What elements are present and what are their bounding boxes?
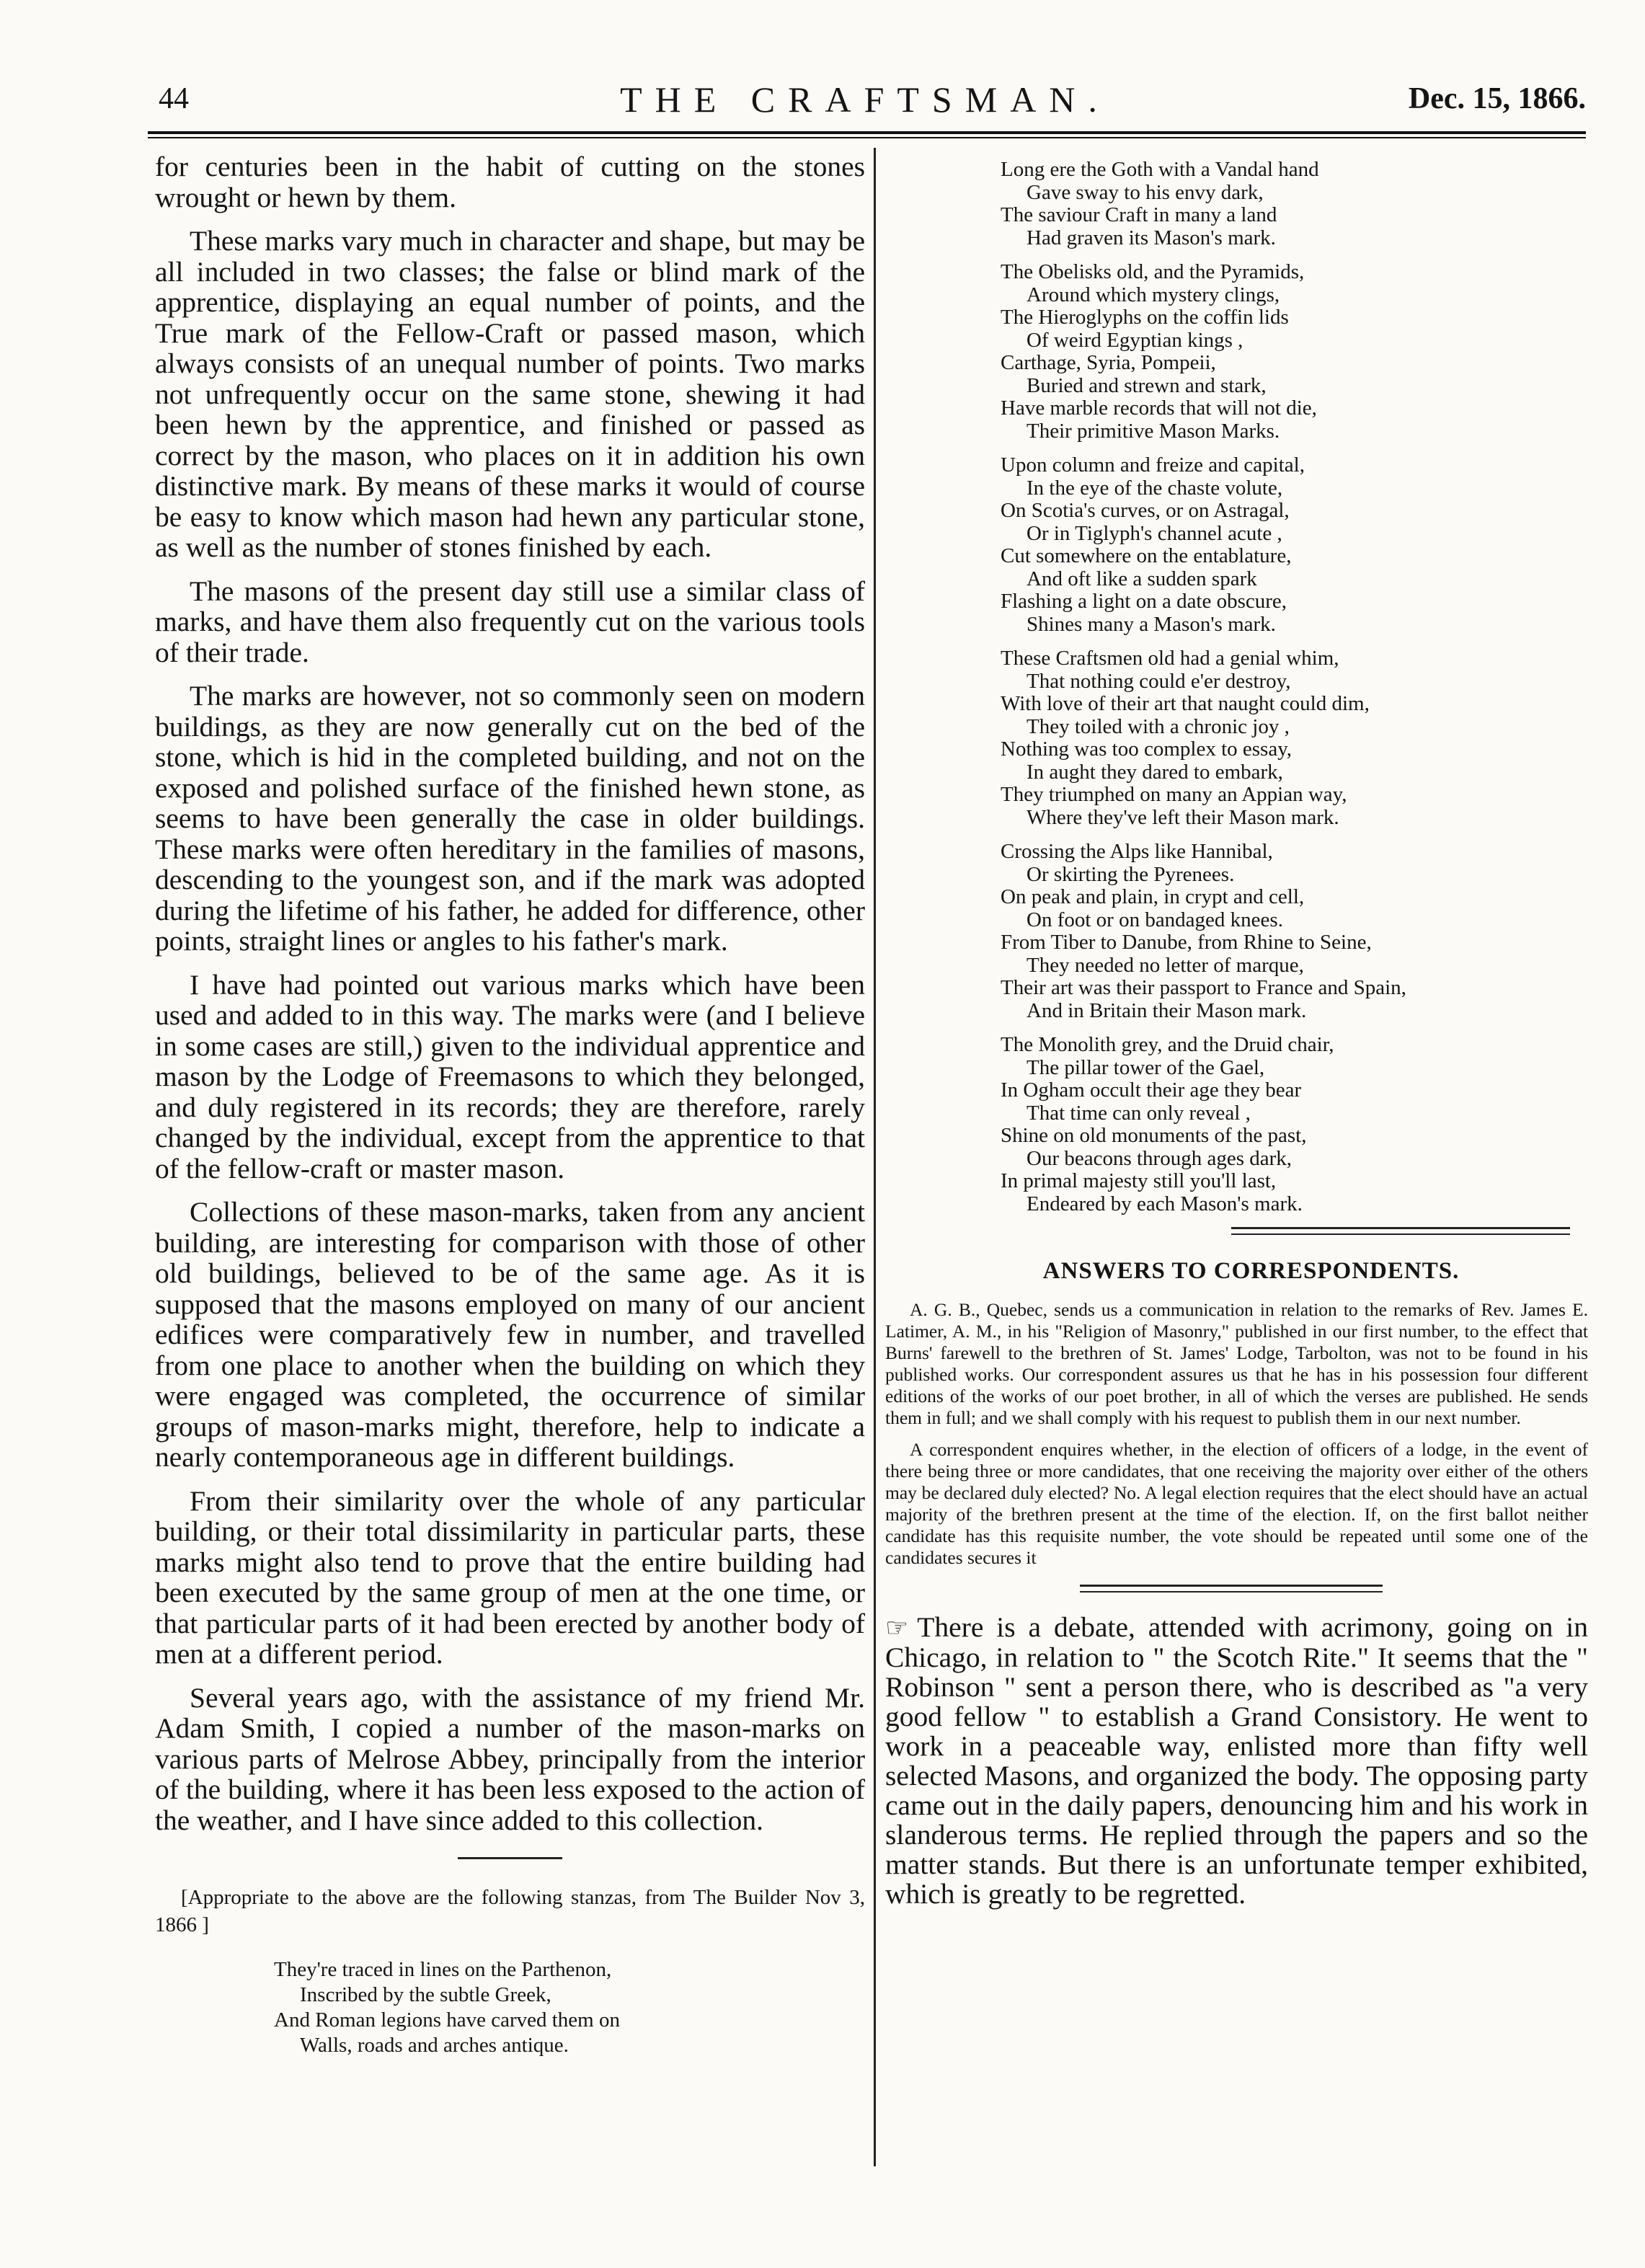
poem-line: On foot or on bandaged knees. [1027,908,1283,931]
left-column [155,151,865,2058]
poem-line: And oft like a sudden spark [1027,567,1257,590]
right-column [885,159,1588,1909]
poem-line: These Craftsmen old had a genial whim, [1001,647,1339,670]
poem-stanza [1001,647,1588,829]
poem-stanza [1001,261,1588,443]
poem-line: Buried and strewn and stark, [1027,373,1267,397]
poem-line: Carthage, Syria, Pompeii, [1001,351,1216,374]
issue-date: Dec. 15, 1866. [1408,82,1586,115]
article-paragraph: I have had pointed out various marks which have been used and added to in this way. The marks were (and I believe in some cases are still,) given to the individual apprentice and mason by the Lodge of Freemasons to which they belonged, and duly registered in its records; they are therefore, rarely changed by the individual, except from the apprentice to that of the fellow-craft or master mason. [155,968,865,1184]
poem-line: Nothing was too complex to essay, [1001,737,1292,761]
closing-paragraph [885,1613,1588,1909]
poem-line: Their art was their passport to France and Spain, [1001,976,1406,999]
answer-paragraph: A correspondent enquires whether, in the election of officers of a lodge, in the event of there being three or more candidates, that one receiving the majority over either of the others may be declared duly elected? No. A legal election requires that the elect should have an actual majority of the brethren present at the time of the election. If, on the first ballot neither candidate has this requisite number, the vote should be repeated until some one of the candidates secures it [885,1439,1588,1568]
poem-line: Our beacons through ages dark, [1027,1146,1292,1170]
poem-line: They're traced in lines on the Parthenon, [274,1958,612,1981]
poem-line: And in Britain their Mason mark. [1027,998,1307,1022]
section-heading: ANSWERS TO CORRESPONDENTS. [1042,1258,1460,1284]
article-paragraph: The marks are however, not so commonly seen on modern buildings, as they are now generally cut on the bed of the stone, which is hid in the completed building, and not on the exposed and polished surface of the finished hewn stone, as seems to have been generally the case in older buildings. These marks were often hereditary in the families of masons, descending to the youngest son, and if the mark was adopted during the lifetime of his father, he added for difference, other points, straight lines or angles to his father's mark. [155,680,865,957]
poem-stanza [1001,1034,1588,1215]
closing-paragraph-text: There is a debate, attended with acrimony, going on in Chicago, in relation to " the Scotch Rite." It seems that the " Robinson " sent a person there, who is described as "a very good fellow " to establish a Grand Consistory. He went to work in a peaceable way, enlisted more than fifty well selected Masons, and organized the body. The opposing party came out in the daily papers, denouncing him and his work in slanderous terms. He replied through the papers and so the matter stands. But there is an unfortunate temper exhibited, which is greatly to be regretted. [885,1611,1588,1910]
publication-title: THE CRAFTSMAN. [620,79,1110,120]
header-rule-thin [148,137,1586,138]
poem-line: Their primitive Mason Marks. [1027,419,1280,443]
article-paragraph: for centuries been in the habit of cutting on the stones wrought or hewn by them. [155,151,865,213]
poem-line: Gave sway to his envy dark, [1027,180,1264,204]
poem-line: Long ere the Goth with a Vandal hand [1001,158,1319,181]
poem-line: Have marble records that will not die, [1001,397,1317,420]
mason-mark-poem [1001,159,1588,1215]
poem-line: Cut somewhere on the entablature, [1001,544,1292,567]
poem-line: Inscribed by the subtle Greek, [300,1983,551,2006]
parthenon-stanza [274,1957,865,2058]
section-rule [1231,1227,1570,1229]
section-rule [1080,1585,1383,1587]
article-paragraph: These marks vary much in character and shape, but may be all included in two classes; the false or blind mark of the apprentice, displaying an equal number of points, and the True mark of the Fellow-Craft or passed mason, which always consists of an unequal number of points. Two marks not unfrequently occur on the same stone, shewing it had been hewn by the apprentice, and finished or passed as correct by the mason, who places on it in addition his own distinctive mark. By means of these marks it would of course be easy to know which mason had hewn any particular stone, as well as the number of stones finished by each. [155,225,865,563]
poem-stanza [1001,841,1588,1022]
poem-line: That nothing could e'er destroy, [1027,669,1291,693]
section-rule [458,1857,562,1859]
pointing-hand-icon: ☞ [885,1613,909,1642]
poem-line: Endeared by each Mason's mark. [1027,1192,1303,1215]
poem-line: The Monolith grey, and the Druid chair, [1001,1033,1334,1056]
stanza-note: [Appropriate to the above are the following stanzas, from The Builder Nov 3, 1866 ] [155,1886,865,1936]
section-rule-thin [1231,1233,1570,1235]
poem-line: They needed no letter of marque, [1027,953,1304,977]
poem-line: In primal majesty still you'll last, [1001,1169,1277,1192]
poem-line: Crossing the Alps like Hannibal, [1001,840,1273,863]
column-divider [874,148,876,2166]
poem-line: With love of their art that naught could dim, [1001,692,1370,715]
poem-line: Where they've left their Mason mark. [1027,805,1339,829]
poem-line: Of weird Egyptian kings , [1027,328,1243,352]
poem-line: The pillar tower of the Gael, [1027,1055,1265,1079]
poem-stanza [1001,454,1588,636]
poem-line: On peak and plain, in crypt and cell, [1001,885,1305,908]
poem-line: They toiled with a chronic joy , [1027,714,1290,738]
poem-line: They triumphed on many an Appian way, [1001,783,1347,806]
page-number: 44 [159,82,189,115]
poem-line: Walls, roads and arches antique. [300,2034,569,2057]
article-paragraph: The masons of the present day still use a similar class of marks, and have them also frequently cut on the various tools of their trade. [155,575,865,668]
header-rule [148,131,1586,134]
poem-line: On Scotia's curves, or on Astragal, [1001,499,1290,522]
poem-line: Shines many a Mason's mark. [1027,612,1276,636]
poem-line: And Roman legions have carved them on [274,2008,620,2032]
poem-line: Or skirting the Pyrenees. [1027,862,1235,886]
poem-line: The saviour Craft in many a land [1001,203,1277,226]
poem-line: In the eye of the chaste volute, [1027,476,1283,500]
answer-paragraph: A. G. B., Quebec, sends us a communication in relation to the remarks of Rev. James E. Latimer, A. M., in his "Religion of Masonry," published in our first number, to the effect that Burns' farewell to the brethren of St. James' Lodge, Tarbolton, was not to be found in his published works. Our correspondent assures us that he has in his possession four different editions of the works of our poet brother, in all of which the verses are published. He sends them in full; and we shall comply with his request to publish them in our next number. [885,1299,1588,1428]
poem-line: The Obelisks old, and the Pyramids, [1001,260,1305,283]
poem-line: In aught they dared to embark, [1027,760,1283,784]
poem-line: Had graven its Mason's mark. [1027,226,1276,249]
poem-stanza [1001,159,1588,249]
poem-line: Shine on old monuments of the past, [1001,1124,1307,1147]
article-paragraph: Collections of these mason-marks, taken from any ancient building, are interesting for comparison with those of other old buildings, believed to be of the same age. As it is supposed that the masons employed on many of our ancient edifices were comparatively few in number, and travelled from one place to another when the building on which they were engaged was completed, the occurrence of similar groups of mason-marks might, therefore, help to indicate a nearly contemporaneous age in different buildings. [155,1196,865,1473]
section-rule-thin [1080,1591,1383,1593]
poem-line: That time can only reveal , [1027,1101,1251,1125]
poem-line: From Tiber to Danube, from Rhine to Seine, [1001,931,1372,954]
poem-line: Upon column and freize and capital, [1001,453,1305,477]
poem-line: Flashing a light on a date obscure, [1001,590,1287,613]
article-paragraph: Several years ago, with the assistance of my friend Mr. Adam Smith, I copied a number of the mason-marks on various parts of Melrose Abbey, principally from the interior of the building, where it has been less exposed to the action of the weather, and I have since added to this collection. [155,1681,865,1836]
poem-line: In Ogham occult their age they bear [1001,1078,1302,1102]
page-header [144,76,1586,126]
poem-line: The Hieroglyphs on the coffin lids [1001,306,1289,329]
poem-line: Around which mystery clings, [1027,283,1280,306]
article-paragraph: From their similarity over the whole of any particular building, or their total dissimilarity in particular parts, these marks might also tend to prove that the entire building had been executed by the same group of men at the one time, or that particular parts of it had been erected by another body of men at a different period. [155,1484,865,1670]
poem-line: Or in Tiglyph's channel acute , [1027,521,1282,545]
